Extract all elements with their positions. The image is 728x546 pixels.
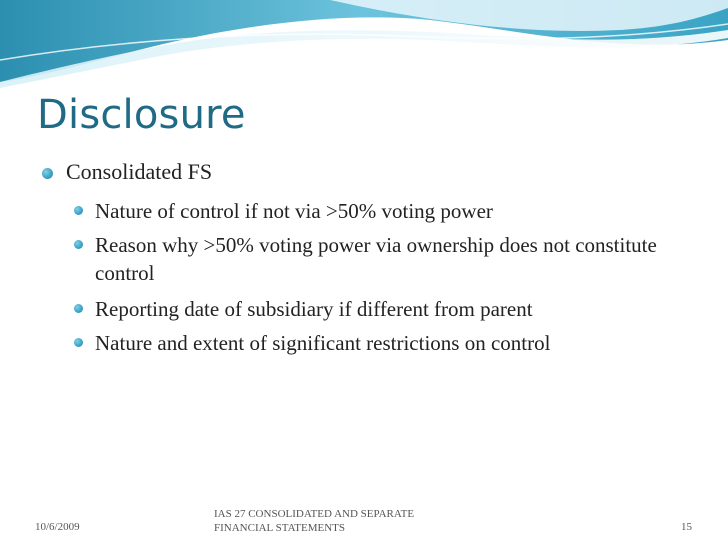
bullet-dot-icon — [74, 240, 83, 249]
bullet-text: Reason why >50% voting power via ownership does not constitute control — [95, 233, 657, 285]
bullet-level2 — [72, 197, 692, 225]
slide-title: Disclosure — [37, 92, 246, 138]
bullet-level1 — [42, 159, 212, 185]
bullet-level2 — [72, 329, 692, 357]
bullet-text: Reporting date of subsidiary if different from parent — [95, 297, 533, 321]
footer-title-line2: FINANCIAL STATEMENTS — [214, 522, 346, 534]
footer-date: 10/6/2009 — [35, 521, 80, 533]
bullet-level2 — [72, 231, 692, 287]
bullet-dot-icon — [42, 168, 53, 179]
footer-page-number: 15 — [681, 521, 692, 533]
bullet-text: Consolidated FS — [66, 159, 213, 184]
header-wave-decoration — [0, 0, 728, 90]
bullet-dot-icon — [74, 304, 83, 313]
footer-title-line1: IAS 27 CONSOLIDATED AND SEPARATE — [214, 508, 415, 520]
bullet-dot-icon — [74, 338, 83, 347]
bullet-text: Nature and extent of significant restrictions on control — [95, 331, 551, 355]
footer-title — [214, 507, 414, 535]
bullet-text: Nature of control if not via >50% voting power — [95, 199, 493, 223]
bullet-level2 — [72, 295, 692, 323]
bullet-dot-icon — [74, 206, 83, 215]
